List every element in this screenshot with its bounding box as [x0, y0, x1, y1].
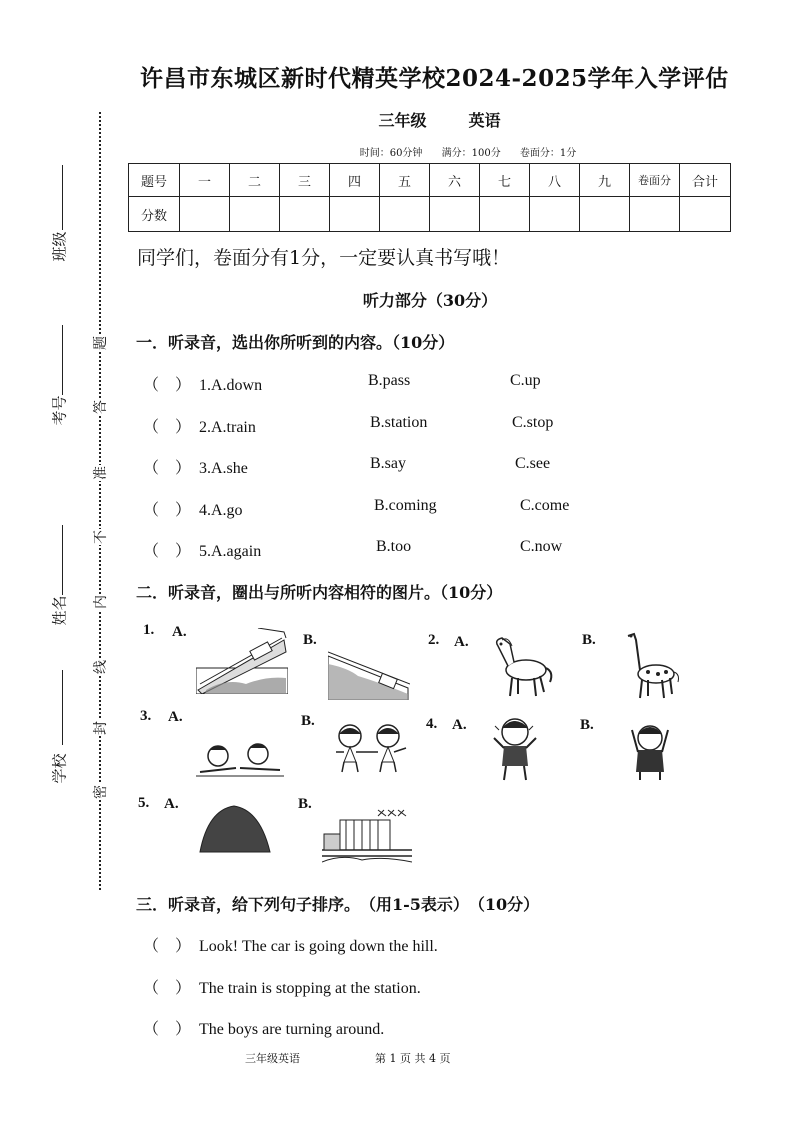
choice-label: B.: [298, 796, 312, 812]
table-cell: 二: [230, 164, 280, 197]
neatness-score: 卷面分：1分: [519, 148, 577, 159]
section1-title: 一．听录音，选出你所听到的内容。（10分）: [136, 333, 455, 352]
choice-label: A.: [164, 796, 179, 812]
score-blank[interactable]: [580, 197, 630, 232]
list-item: [143, 414, 256, 437]
choice-label: B.: [301, 713, 315, 729]
car-down-hill-picture[interactable]: [196, 628, 288, 694]
binding-char: 不: [90, 529, 110, 545]
table-cell: 题号: [129, 164, 180, 197]
full-score: 满分：100分: [441, 148, 501, 159]
car-up-hill-picture[interactable]: [328, 648, 410, 700]
girls-dancing-picture[interactable]: [326, 722, 412, 774]
score-table-score-row: [129, 197, 731, 232]
score-blank[interactable]: [430, 197, 480, 232]
option-b: B.pass: [368, 372, 411, 389]
option-b: B.station: [370, 414, 428, 431]
page-title: 许昌市东城区新时代精英学校2024-2025学年入学评估: [140, 65, 729, 92]
answer-blank[interactable]: （ ）: [143, 1021, 192, 1038]
table-cell: 八: [530, 164, 580, 197]
boys-lying-picture[interactable]: [196, 738, 284, 778]
binding-char: 密: [90, 784, 110, 800]
table-cell: 五: [380, 164, 430, 197]
choice-label: A.: [452, 717, 467, 733]
option-a: 3.A.she: [199, 460, 248, 477]
binding-char: 题: [90, 335, 110, 351]
binding-char: 线: [90, 659, 110, 675]
choice-label: A.: [172, 624, 187, 640]
answer-blank[interactable]: （ ）: [143, 502, 192, 519]
score-blank[interactable]: [180, 197, 230, 232]
table-cell: 三: [280, 164, 330, 197]
option-c: C.up: [510, 372, 541, 389]
sentence-text: Look! The car is going down the hill.: [199, 938, 438, 955]
page-number: 第 1 页 共 4 页: [375, 1052, 451, 1065]
list-item: [143, 497, 243, 520]
list-item: [143, 372, 262, 395]
option-a: 1.A.down: [199, 377, 263, 394]
school-label: 学校: [50, 753, 69, 784]
list-item: [143, 1016, 384, 1039]
score-table: [128, 163, 731, 232]
list-item: [143, 975, 421, 998]
option-c: C.now: [520, 538, 563, 555]
table-cell: 卷面分: [630, 164, 680, 197]
binding-char: 准: [90, 465, 110, 481]
class-label: 班级: [50, 231, 69, 262]
giraffe-picture[interactable]: [618, 630, 680, 700]
table-cell: 分数: [129, 197, 180, 232]
time-limit: 时间：60分钟: [359, 148, 423, 159]
binding-char: 答: [90, 399, 110, 415]
option-b: B.say: [370, 455, 406, 472]
choice-label: A.: [454, 634, 469, 650]
answer-blank[interactable]: （ ）: [143, 980, 192, 997]
score-blank[interactable]: [280, 197, 330, 232]
answer-blank[interactable]: （ ）: [143, 543, 192, 560]
choice-label: A.: [168, 709, 183, 725]
choice-label: B.: [582, 632, 596, 648]
answer-blank[interactable]: （ ）: [143, 938, 192, 955]
choice-label: B.: [303, 632, 317, 648]
table-cell: 七: [480, 164, 530, 197]
name-label: 姓名: [50, 595, 69, 626]
listening-heading: 听力部分（30分）: [362, 291, 498, 310]
table-cell: 合计: [680, 164, 731, 197]
score-blank[interactable]: [480, 197, 530, 232]
score-blank[interactable]: [380, 197, 430, 232]
boy-stretching-picture[interactable]: [630, 722, 670, 782]
footer-subject: 三年级英语: [245, 1052, 300, 1065]
exam-subtitle: [0, 108, 794, 131]
answer-blank[interactable]: （ ）: [143, 460, 192, 477]
boy-confused-picture[interactable]: [492, 716, 538, 782]
option-c: C.see: [515, 455, 551, 472]
answer-blank[interactable]: （ ）: [143, 419, 192, 436]
score-blank[interactable]: [680, 197, 731, 232]
option-a: 4.A.go: [199, 502, 243, 519]
question-number: 3.: [140, 708, 152, 724]
station-picture[interactable]: [322, 806, 412, 864]
list-item: [143, 455, 248, 478]
class-blank-line: [62, 165, 63, 230]
option-a: 2.A.train: [199, 419, 256, 436]
list-item: [143, 538, 261, 561]
choice-label: B.: [580, 717, 594, 733]
table-cell: 九: [580, 164, 630, 197]
binding-dotted-line: [99, 112, 101, 890]
score-blank[interactable]: [530, 197, 580, 232]
subject-label: 英语: [468, 111, 501, 130]
binding-char: 封: [90, 720, 110, 736]
sentence-text: The train is stopping at the station.: [199, 980, 421, 997]
exam-meta: [0, 144, 794, 159]
number-label: 考号: [50, 395, 69, 426]
number-blank-line: [62, 325, 63, 395]
option-b: B.coming: [374, 497, 437, 514]
list-item: [143, 933, 438, 956]
horse-picture[interactable]: [488, 636, 556, 698]
score-blank[interactable]: [230, 197, 280, 232]
score-table-header-row: [129, 164, 731, 197]
option-a: 5.A.again: [199, 543, 262, 560]
question-number: 5.: [138, 795, 150, 811]
binding-char: 内: [90, 594, 110, 610]
grade-label: 三年级: [378, 111, 427, 130]
answer-blank[interactable]: （ ）: [143, 377, 192, 394]
question-number: 2.: [428, 632, 440, 648]
option-c: C.come: [520, 497, 570, 514]
question-number: 4.: [426, 716, 438, 732]
table-cell: 六: [430, 164, 480, 197]
name-blank-line: [62, 525, 63, 595]
question-number: 1.: [143, 622, 155, 638]
table-cell: 一: [180, 164, 230, 197]
instruction-note: 同学们，卷面分有1分，一定要认真书写哦！: [137, 247, 511, 269]
sentence-text: The boys are turning around.: [199, 1021, 385, 1038]
hill-picture[interactable]: [198, 804, 272, 854]
school-blank-line: [62, 670, 63, 745]
section2-title: 二．听录音，圈出与所听内容相符的图片。（10分）: [136, 583, 503, 602]
table-cell: 四: [330, 164, 380, 197]
score-blank[interactable]: [330, 197, 380, 232]
section3-title: 三．听录音，给下列句子排序。 （用1-5表示） （10分）: [136, 895, 540, 914]
score-blank[interactable]: [630, 197, 680, 232]
option-b: B.too: [376, 538, 412, 555]
option-c: C.stop: [512, 414, 554, 431]
